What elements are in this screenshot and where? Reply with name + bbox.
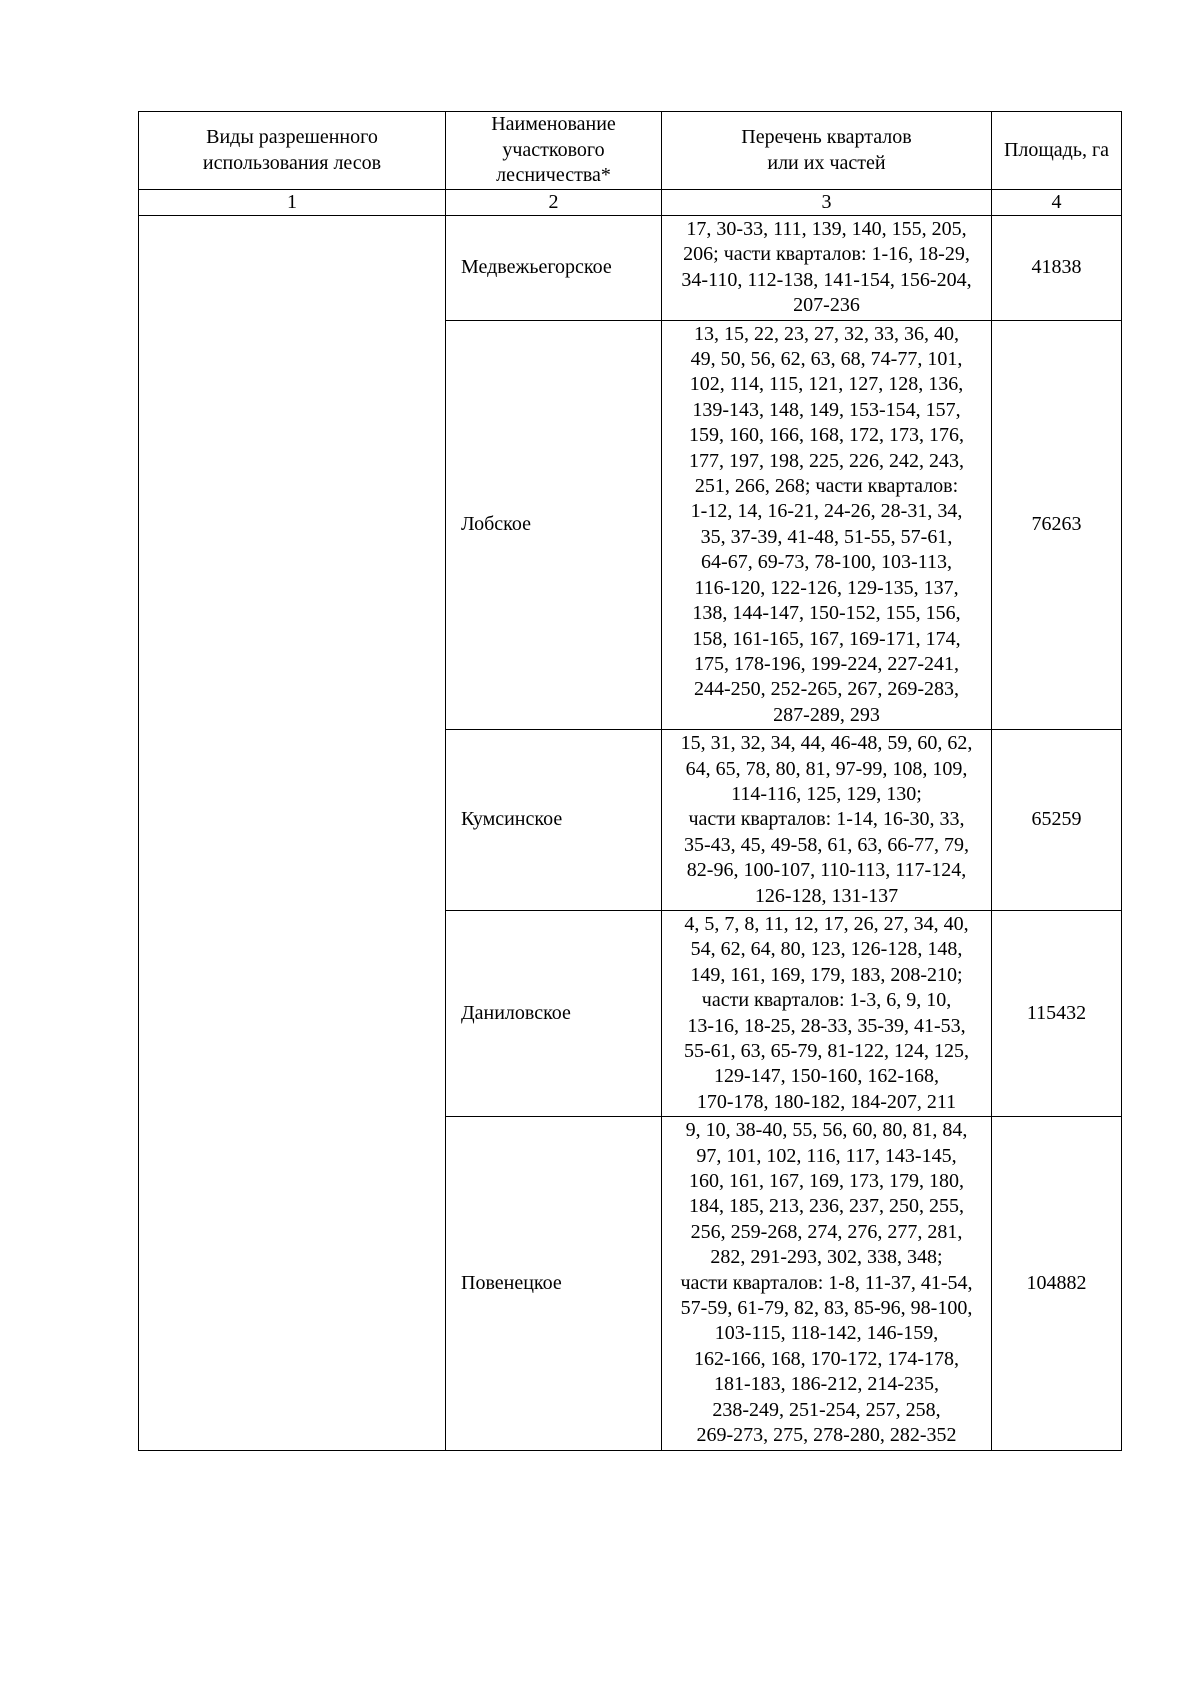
area-cell: 65259: [992, 730, 1122, 911]
quarters-line: части кварталов: 1-8, 11-37, 41-54,: [680, 1271, 973, 1294]
quarters-line: 158, 161-165, 167, 169-171, 174,: [692, 627, 961, 650]
quarters-line: 244-250, 252-265, 267, 269-283,: [694, 678, 959, 701]
header-text-line: Виды разрешенного: [206, 126, 378, 149]
quarters-line: 114-116, 125, 129, 130;: [731, 782, 922, 805]
quarters-line: 13, 15, 22, 23, 27, 32, 33, 36, 40,: [694, 322, 959, 345]
area-cell: 41838: [992, 216, 1122, 321]
header-text-line: Площадь, га: [1003, 138, 1110, 161]
usage-type-cell: [139, 216, 446, 1451]
quarters-line: 1-12, 14, 16-21, 24-26, 28-31, 34,: [690, 500, 963, 523]
quarters-line: 177, 197, 198, 225, 226, 242, 243,: [689, 449, 964, 472]
quarters-line: части кварталов: 1-3, 6, 9, 10,: [701, 989, 952, 1012]
forestry-name-cell: Даниловское: [446, 910, 662, 1116]
header-text-line: Перечень кварталов: [741, 126, 912, 149]
quarters-list-cell: [662, 910, 992, 1116]
quarters-line: 55-61, 63, 65-79, 81-122, 124, 125,: [684, 1040, 969, 1062]
quarters-line: 34-110, 112-138, 141-154, 156-204,: [681, 268, 972, 291]
quarters-line: 238-249, 251-254, 257, 258,: [712, 1398, 941, 1421]
quarters-line: 13-16, 18-25, 28-33, 35-39, 41-53,: [687, 1014, 966, 1037]
header-usage-type: [139, 112, 446, 190]
quarters-line: 54, 62, 64, 80, 123, 126-128, 148,: [690, 938, 963, 961]
area-cell: 76263: [992, 320, 1122, 730]
header-quarters-list: [662, 112, 992, 190]
quarters-list-cell: [662, 216, 992, 321]
column-number: 4: [992, 190, 1122, 216]
quarters-line: 102, 114, 115, 121, 127, 128, 136,: [689, 373, 964, 396]
quarters-line: 17, 30-33, 111, 139, 140, 155, 205,: [686, 218, 967, 240]
header-forestry-name: [446, 112, 662, 190]
header-text-line: или их частей: [767, 151, 886, 174]
quarters-list-cell: [662, 320, 992, 730]
quarters-line: 64-67, 69-73, 78-100, 103-113,: [701, 551, 952, 574]
header-row: [139, 112, 1122, 190]
quarters-line: 170-178, 180-182, 184-207, 211: [696, 1090, 957, 1113]
quarters-line: 35-43, 45, 49-58, 61, 63, 66-77, 79,: [684, 833, 969, 856]
area-cell: 104882: [992, 1117, 1122, 1450]
header-area: [992, 112, 1122, 190]
quarters-line: 282, 291-293, 302, 338, 348;: [710, 1246, 943, 1269]
area-cell: 115432: [992, 910, 1122, 1116]
table-row: [139, 216, 1122, 321]
quarters-line: 181-183, 186-212, 214-235,: [714, 1373, 939, 1396]
quarters-line: 207-236: [793, 294, 860, 317]
quarters-list-cell: [662, 730, 992, 911]
quarters-line: 139-143, 148, 149, 153-154, 157,: [692, 398, 961, 421]
quarters-line: 4, 5, 7, 8, 11, 12, 17, 26, 27, 34, 40,: [684, 912, 969, 935]
quarters-line: 159, 160, 166, 168, 172, 173, 176,: [689, 424, 964, 447]
quarters-line: 138, 144-147, 150-152, 155, 156,: [692, 602, 961, 625]
quarters-line: 184, 185, 213, 236, 237, 250, 255,: [689, 1195, 964, 1218]
header-text-line: использования лесов: [202, 151, 382, 174]
quarters-line: 64, 65, 78, 80, 81, 97-99, 108, 109,: [685, 757, 968, 780]
quarters-line: 97, 101, 102, 116, 117, 143-145,: [696, 1144, 957, 1167]
quarters-line: 256, 259-268, 274, 276, 277, 281,: [690, 1220, 963, 1243]
column-number: 1: [139, 190, 446, 216]
quarters-line: 35, 37-39, 41-48, 51-55, 57-61,: [700, 525, 953, 548]
quarters-line: 160, 161, 167, 169, 173, 179, 180,: [689, 1170, 964, 1193]
quarters-line: 162-166, 168, 170-172, 174-178,: [694, 1347, 959, 1370]
quarters-line: 9, 10, 38-40, 55, 56, 60, 80, 81, 84,: [685, 1119, 968, 1142]
quarters-line: 57-59, 61-79, 82, 83, 85-96, 98-100,: [680, 1297, 973, 1320]
header-text-line: лесничества*: [496, 164, 611, 187]
table-body: [139, 216, 1122, 1451]
quarters-line: 175, 178-196, 199-224, 227-241,: [694, 652, 959, 675]
forestry-name-cell: Кумсинское: [446, 730, 662, 911]
quarters-line: 116-120, 122-126, 129-135, 137,: [694, 576, 959, 599]
header-text-line: Наименование: [491, 113, 616, 136]
quarters-line: 287-289, 293: [773, 703, 880, 726]
quarters-line: 269-273, 275, 278-280, 282-352: [696, 1424, 957, 1447]
forestry-name-cell: Лобское: [446, 320, 662, 730]
header-text-line: участкового: [502, 138, 605, 161]
quarters-line: части кварталов: 1-14, 16-30, 33,: [688, 808, 965, 831]
quarters-line: 49, 50, 56, 62, 63, 68, 74-77, 101,: [690, 348, 963, 371]
forestry-table: [138, 111, 1122, 1451]
forestry-name-cell: Медвежьегорское: [446, 216, 662, 321]
quarters-line: 129-147, 150-160, 162-168,: [714, 1065, 939, 1088]
quarters-line: 126-128, 131-137: [754, 884, 899, 907]
column-number: 3: [662, 190, 992, 216]
quarters-line: 15, 31, 32, 34, 44, 46-48, 59, 60, 62,: [680, 732, 973, 755]
quarters-line: 82-96, 100-107, 110-113, 117-124,: [686, 859, 967, 882]
quarters-line: 251, 266, 268; части кварталов:: [694, 475, 959, 498]
column-number-row: [139, 190, 1122, 216]
quarters-line: 149, 161, 169, 179, 183, 208-210;: [690, 963, 963, 986]
column-number: 2: [446, 190, 662, 216]
forestry-name-cell: Повенецкое: [446, 1117, 662, 1450]
quarters-line: 103-115, 118-142, 146-159,: [714, 1322, 939, 1345]
quarters-line: 206; части кварталов: 1-16, 18-29,: [683, 243, 970, 266]
quarters-list-cell: [662, 1117, 992, 1450]
